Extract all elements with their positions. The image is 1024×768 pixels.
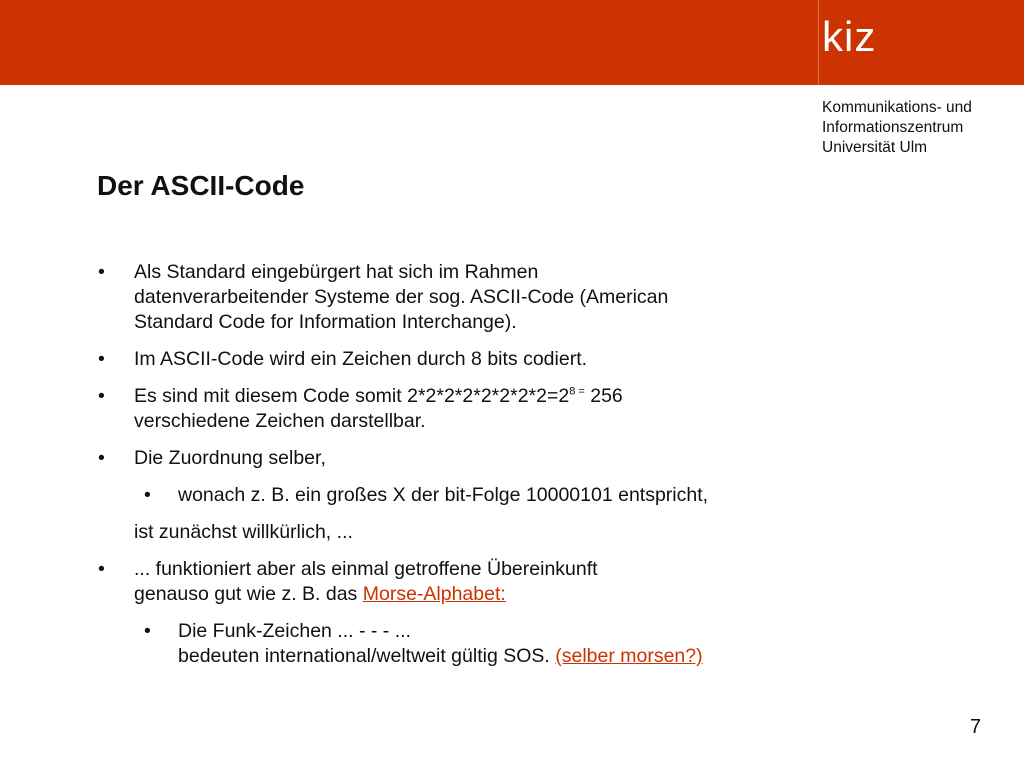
org-line-1: Kommunikations- und <box>822 99 972 116</box>
org-line-2: Informationszentrum <box>822 119 964 136</box>
sub-bullet-line <box>178 644 798 669</box>
page-number: 7 <box>970 716 982 738</box>
sub-bullet-sos <box>98 619 798 669</box>
org-line-3: Universität Ulm <box>822 139 928 156</box>
bullet-text: • Im ASCII-Code wird ein Zeichen durch 8 bits codiert. <box>134 348 588 370</box>
line-prefix: bedeuten international/weltweit gültig SOS. <box>178 645 556 667</box>
bullet-line <box>134 582 798 607</box>
bullet-line: Standard Code for Information Interchange). <box>134 311 517 333</box>
calculation-text: Es sind mit diesem Code somit 2*2*2*2*2*2*2*2=2 <box>134 385 570 407</box>
sub-bullet-text: • wonach z. B. ein großes X der bit-Folge 10000101 entspricht, <box>178 484 709 506</box>
bullet-assignment <box>98 446 798 471</box>
bullet-line: verschiedene Zeichen darstellbar. <box>134 410 426 432</box>
selber-morsen-link[interactable]: (selber morsen?) <box>555 645 703 667</box>
slide-title: Der ASCII-Code <box>97 170 305 201</box>
slide-content <box>98 260 798 681</box>
morse-alphabet-link[interactable]: Morse-Alphabet: <box>362 583 506 605</box>
header-divider <box>818 0 819 85</box>
bullet-ascii-standard <box>98 260 798 335</box>
bullet-text: • Die Zuordnung selber, <box>134 447 326 469</box>
sub-bullet-x-example <box>98 483 798 508</box>
exponent: 8 = <box>569 385 585 398</box>
organization-name <box>822 98 972 158</box>
bullet-line: datenverarbeitender Systeme der sog. ASCII-Code (American <box>134 286 669 308</box>
line-prefix: genauso gut wie z. B. das <box>134 583 363 605</box>
sub-bullet-line: • Die Funk-Zeichen ... - - - ... <box>178 620 411 642</box>
continuation-text <box>98 520 798 545</box>
kiz-logo: kiz <box>822 13 877 60</box>
bullet-line: • ... funktioniert aber als einmal getroffene Übereinkunft <box>134 558 598 580</box>
bullet-256-characters <box>98 384 798 434</box>
result-text: 256 <box>584 385 623 407</box>
bullet-eight-bits <box>98 347 798 372</box>
bullet-line <box>134 384 798 409</box>
bullet-convention <box>98 557 798 607</box>
bullet-line: • Als Standard eingebürgert hat sich im Rahmen <box>134 261 539 283</box>
continuation-line: ist zunächst willkürlich, ... <box>134 521 353 543</box>
